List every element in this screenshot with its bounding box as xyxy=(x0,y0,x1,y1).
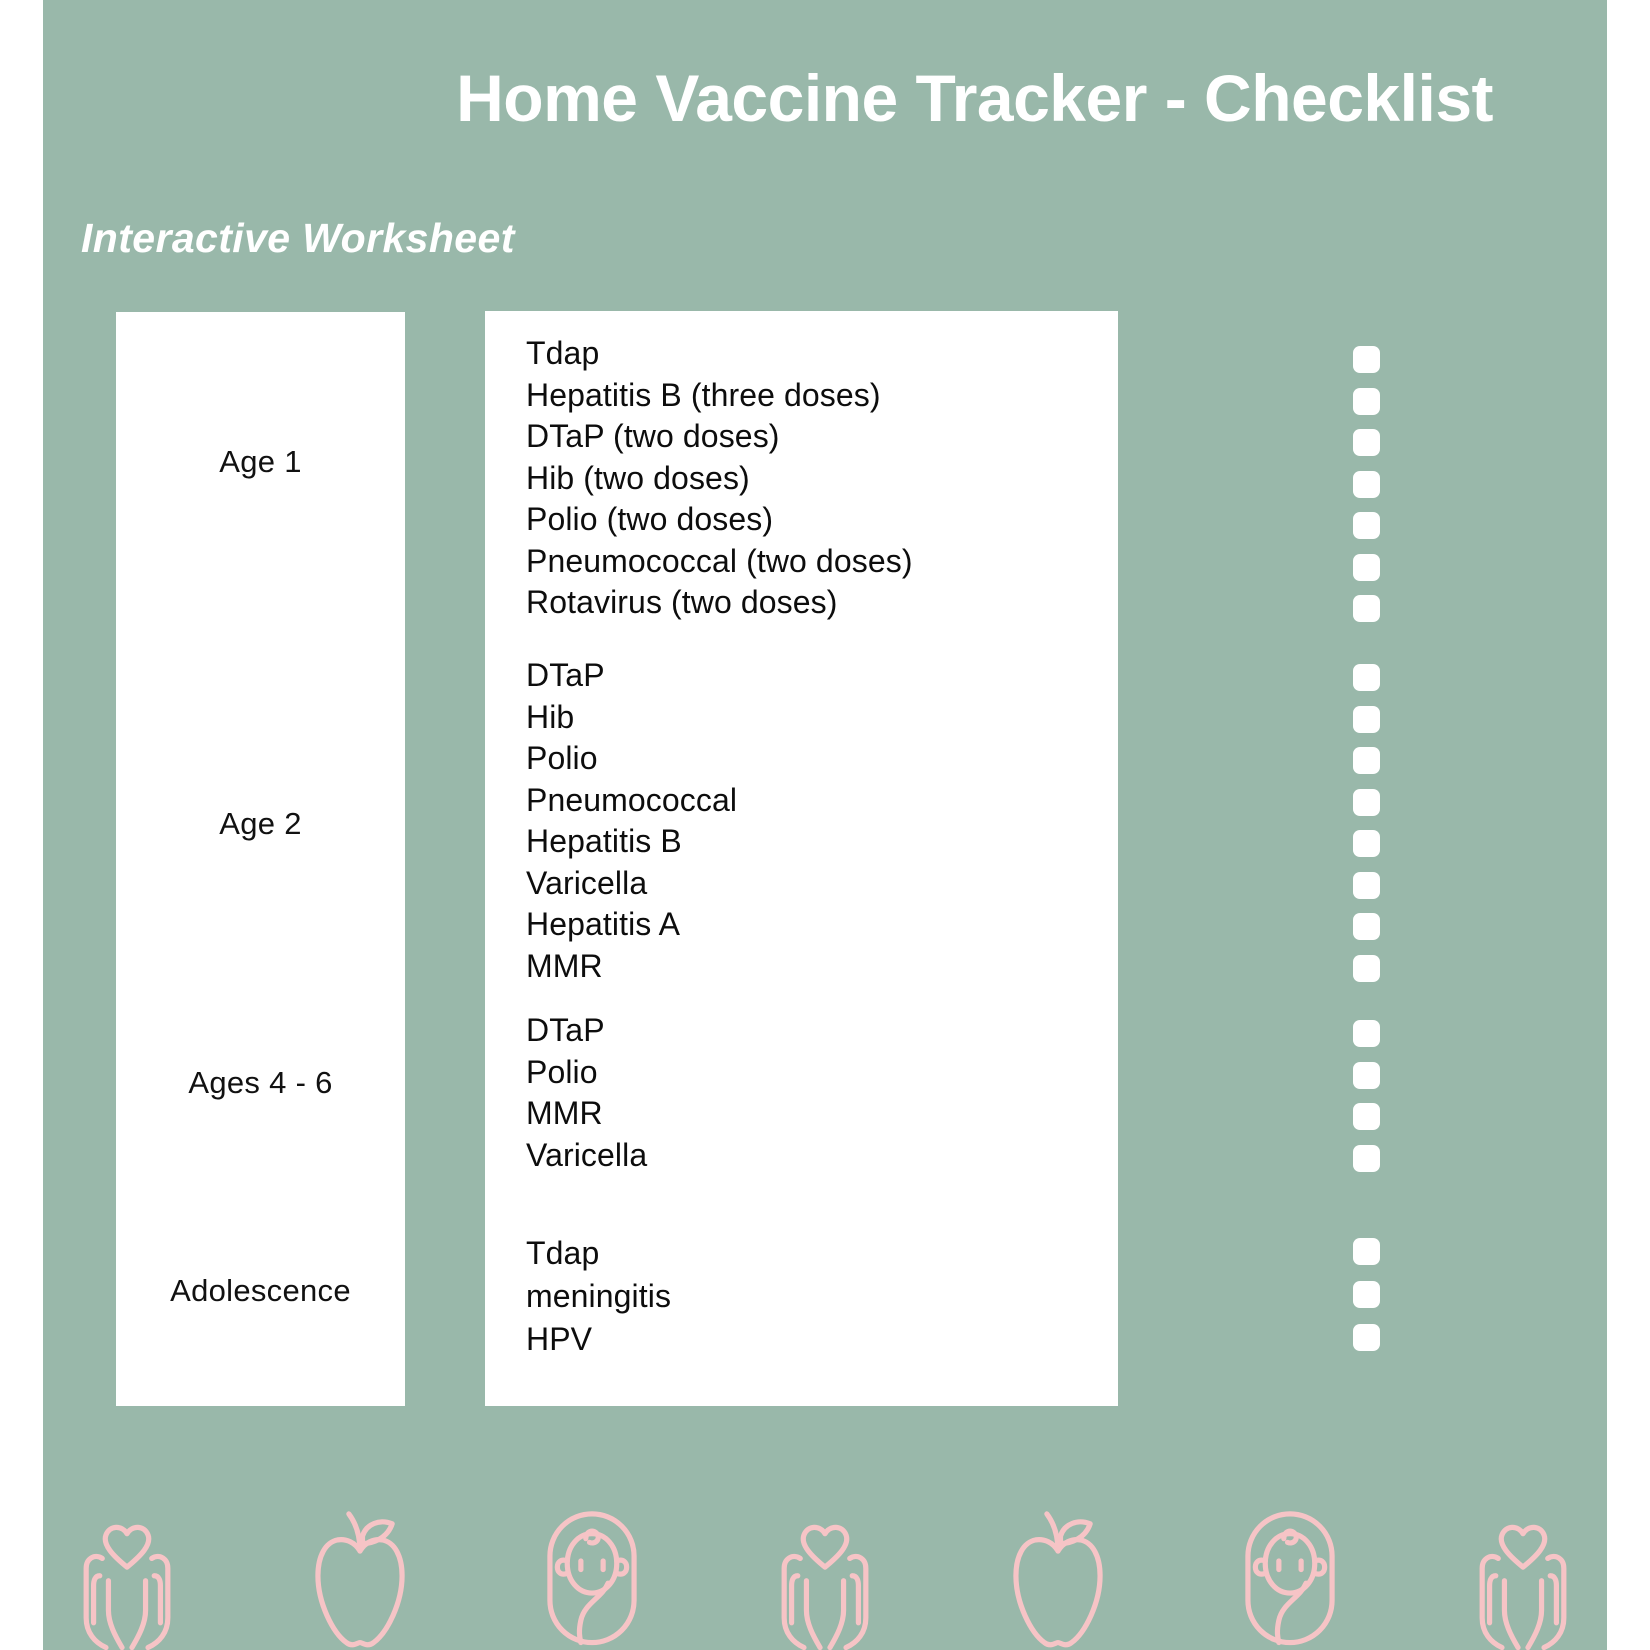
vaccine-checkbox[interactable] xyxy=(1353,1103,1380,1130)
vaccine-item: Hib xyxy=(526,698,575,735)
vaccine-item: Hepatitis B (three doses) xyxy=(526,376,881,413)
age-label: Age 1 xyxy=(219,444,302,479)
vaccine-checkbox[interactable] xyxy=(1353,913,1380,940)
vaccine-checkbox[interactable] xyxy=(1353,1281,1380,1308)
vaccine-checkbox[interactable] xyxy=(1353,512,1380,539)
vaccine-item: Rotavirus (two doses) xyxy=(526,584,838,620)
swaddled-baby-icon xyxy=(1228,1504,1352,1650)
vaccine-item: Polio (two doses) xyxy=(526,501,774,537)
vaccine-item: Tdap xyxy=(526,335,600,371)
vaccine-item: HPV xyxy=(526,1321,593,1357)
vaccine-item: Pneumococcal (two doses) xyxy=(526,542,913,579)
vaccine-item: DTaP (two doses) xyxy=(526,418,780,454)
hands-heart-icon xyxy=(65,1504,189,1650)
vaccine-item: Hepatitis B xyxy=(526,823,682,859)
worksheet-canvas xyxy=(43,0,1607,1650)
vaccine-item: meningitis xyxy=(526,1278,672,1314)
vaccine-item: Tdap xyxy=(526,1235,600,1271)
vaccine-item: Varicella xyxy=(526,1136,648,1173)
footer-icon-strip xyxy=(43,1475,1607,1650)
vaccine-checkbox[interactable] xyxy=(1353,664,1380,691)
checkbox-group xyxy=(1353,1020,1380,1186)
vaccine-checkbox[interactable] xyxy=(1353,789,1380,816)
vaccine-checkbox[interactable] xyxy=(1353,471,1380,498)
vaccine-item: Varicella xyxy=(526,864,648,901)
vaccine-checkbox[interactable] xyxy=(1353,747,1380,774)
vaccine-item: Polio xyxy=(526,1053,598,1090)
apple-icon xyxy=(996,1504,1120,1650)
age-label: Age 2 xyxy=(219,806,302,841)
vaccine-group xyxy=(526,655,737,987)
hands-heart-icon xyxy=(1461,1504,1585,1650)
vaccine-checkbox[interactable] xyxy=(1353,830,1380,857)
vaccine-checkbox[interactable] xyxy=(1353,1145,1380,1172)
vaccine-checkbox[interactable] xyxy=(1353,1020,1380,1047)
vaccine-checkbox[interactable] xyxy=(1353,554,1380,581)
vaccine-checkbox[interactable] xyxy=(1353,1238,1380,1265)
vaccine-checkbox[interactable] xyxy=(1353,706,1380,733)
vaccine-checkbox[interactable] xyxy=(1353,595,1380,622)
vaccine-item: MMR xyxy=(526,1095,603,1131)
vaccine-item: DTaP xyxy=(526,1012,605,1048)
vaccine-group xyxy=(526,1010,647,1176)
swaddled-baby-icon xyxy=(530,1504,654,1650)
vaccine-group xyxy=(526,1232,671,1361)
vaccine-item: DTaP xyxy=(526,657,605,693)
checkbox-group xyxy=(1353,1238,1380,1367)
checkbox-group xyxy=(1353,346,1380,637)
vaccine-checkbox[interactable] xyxy=(1353,955,1380,982)
vaccine-item: MMR xyxy=(526,947,603,984)
vaccine-checkbox[interactable] xyxy=(1353,429,1380,456)
vaccine-checkbox[interactable] xyxy=(1353,872,1380,899)
vaccine-item: Pneumococcal xyxy=(526,781,738,818)
age-label: Ages 4 - 6 xyxy=(188,1065,333,1100)
vaccine-checkbox[interactable] xyxy=(1353,1324,1380,1351)
vaccine-checkbox[interactable] xyxy=(1353,346,1380,373)
vaccine-group xyxy=(526,333,913,624)
vaccine-item: Hib (two doses) xyxy=(526,459,750,496)
hands-heart-icon xyxy=(763,1504,887,1650)
vaccine-checkbox[interactable] xyxy=(1353,388,1380,415)
age-label: Adolescence xyxy=(170,1273,351,1308)
apple-icon xyxy=(298,1504,422,1650)
vaccine-item: Hepatitis A xyxy=(526,906,681,942)
page-subtitle: Interactive Worksheet xyxy=(81,215,515,261)
vaccine-checkbox[interactable] xyxy=(1353,1062,1380,1089)
vaccine-item: Polio xyxy=(526,740,598,776)
page-title: Home Vaccine Tracker - Checklist xyxy=(456,61,1493,135)
checkbox-group xyxy=(1353,664,1380,996)
